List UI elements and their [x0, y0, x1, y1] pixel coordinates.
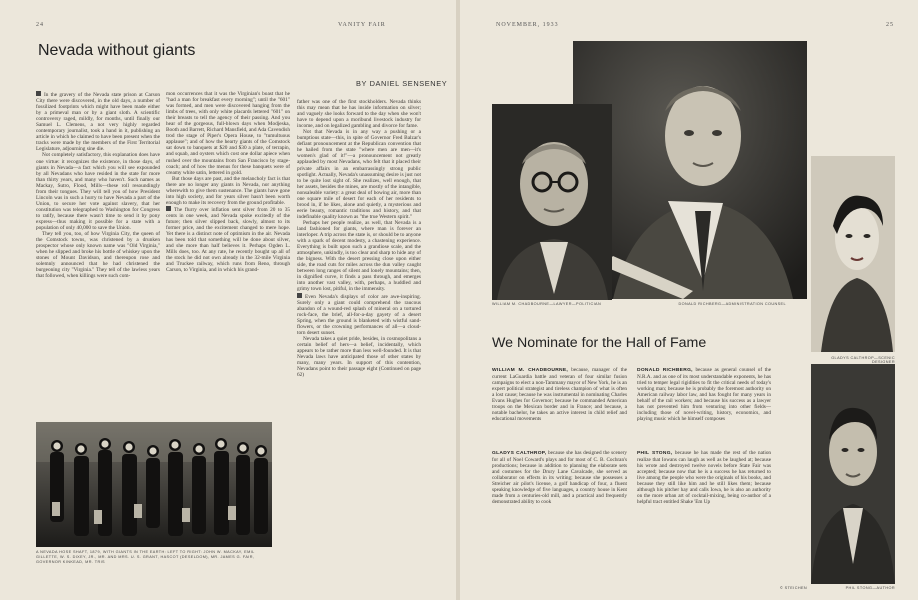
paragraph: Perhaps her people realize, as well, that Nevada is a land fashioned for giants, where man is forever an interloper. A trip across the state is, or should be to anyone with a spark of decent modesty, a chastening experience. Everything is built upon such a grandiose scale, and the atmosphere, unkindly, is too clear and sharp to hide any of the bigness. With the desert pressing close upon either side, the road cuts for miles across the dun valley caught between long ranges of silent and lonely mountains; then, in dignified curve, it finds a pass through, and emerges into another vast valley, with, perhaps, a huddled and grimy town lost, pitiful, in the immensity.: [297, 219, 421, 293]
paragraph-marker-icon: [166, 206, 171, 211]
paragraph: Not that Nevada is in any way a pushing or a bumptious state—this, in spite of Governor Fred Balzar's defiant pronouncement at the Republican convention that he hailed from the state "where men are men—it's women's glad of it!"—a pronouncement not greatly applauded by most Nevadans, who felt that it placed their private affairs in an embarrassingly strong public spotlight. Actually, Nevada's unassuming desire is just not to be quite lost sight of. She realizes, well enough, that her assets, besides the mines, are mostly of the intangible, nonsaleable variety: a great deal of bowing air, more than one square mile of desert for each of her residents to brood in, if he likes, alone and quietly, a mysterious and eerie beauty, romantic traditions and history, and that indefinable quality known as "the true Western spirit.": [297, 129, 421, 220]
article-column-1: [36, 91, 160, 419]
paragraph: Even Nevada's displays of color are awe-inspiring. Surely only a giant could comprehend the raucous abandon of a wound-red splash of mineral on a tortured rock-face, the brief, all-for-a-day gayety of a desert Spring, when the ground is blanketed with wistful sand-flowers, or the crowning performances of all—a cloud-torn desert sunset.: [297, 293, 421, 336]
bio-stong: [637, 450, 771, 582]
photo-credit: © STEICHEN: [780, 586, 808, 590]
paragraph-marker-icon: [297, 293, 302, 298]
bio-calthrop: [492, 450, 627, 582]
paragraph: father was one of the first stockholders. Nevada thinks this may mean that he has inside information on silver; and vaguely she looks forward to the day when she won't have to depend upon a moribund livestock industry for income, and on legalized gambling and divorce for fame.: [297, 99, 421, 130]
bio-name: PHIL STONG,: [637, 451, 673, 456]
group-photo-caption: A NEVADA HOSE SHAFT, 1879, WITH GIANTS IN THE EARTH: LEFT TO RIGHT: JOHN W. MACKAY, EMIL GILLETTE, W. S. DIXEY, JR., MR. AND MRS. U. S. GRANT, HASCOT (DESELDOM), MR. JAMES G. FAIR, GOVERNOR KINKEAD, MR. TRIS: [36, 550, 255, 564]
group-photo: [36, 422, 272, 547]
paragraph-marker-icon: [36, 91, 41, 96]
issue-date: NOVEMBER, 1933: [496, 22, 559, 28]
article-byline: BY DANIEL SENSENEY: [356, 79, 448, 88]
paragraph: In the gravery of the Nevada state prison at Carson City there were discovered, in the old days, a number of fossilized footprints which might have been made either by a primeval man or by a giant sloth. A scientific controversy raged, mildly, for months, until finally our Samuel L. Clemens, a not very highly regarded contemporary journalist, took a hand in it, publishing an article in which he claimed to have been present when the tracks were made by the members of the First Territorial Legislature, adjourning sine die.: [36, 92, 160, 153]
paragraph: But those days are past, and the melancholy fact is that there are no longer any giants in Nevada, nor anything wherewith to give them sustenance. The giants have gone into high society, and for years silver hasn't been worth enough to make its recovery from the ground profitable.: [166, 175, 290, 206]
bio-name: GLADYS CALTHROP,: [492, 451, 547, 456]
calthrop-portrait: [811, 156, 895, 352]
article-column-3: [297, 99, 421, 595]
article-title: Nevada without giants: [38, 42, 196, 59]
paragraph: mon occurrences that it was the Virginian's boast that he "had a man for breakfast every morning"; until the "601" was formed, and men were discovered hanging from the limbs of trees, with only white placards lettered "601" on their breasts to tell the agency of their passing. And you hear of the gorgeous, full-blown days when Modjeska, Booth and Barrett, Richard Mansfield, and Ada Cavendish trod the stage of Piper's Opera House, to "tumultuous applause"; and of how the hearty giants of the Comstock sat down to banquets at $20 and $30 a plate, of terrapin, and squab, and oysters which cost one dollar apiece when rushed over the mountains from San Francisco by stage-coach; and of how the menus for these banquets were of creamy white satin, lettered in gold.: [166, 91, 290, 176]
bio-chadbourne: [492, 367, 627, 447]
bio-name: WILLIAM M. CHADBOURNE,: [492, 368, 569, 373]
chadbourne-portrait: [492, 104, 612, 300]
chadbourne-caption: WILLIAM M. CHADBOURNE—LAWYER—POLITICIAN: [492, 302, 602, 306]
bio-richberg: [637, 367, 771, 447]
stong-photo: [811, 364, 895, 584]
chadbourne-photo: [492, 104, 612, 300]
left-page: [0, 0, 456, 600]
stong-caption: PHIL STONG—AUTHOR: [845, 586, 895, 590]
bio-name: DONALD RICHBERG,: [637, 368, 693, 373]
paragraph: Nevada takes a quiet pride, besides, in cosmopolitans a certain belief of hers—a belief, incidentally, which appears to be rather more than less well-founded. It is that Nevada laws have anticipated those of other states by many, many years. In support of this contention, Nevadans point to their passage eight (Continued on page 62): [297, 335, 421, 379]
section-title: We Nominate for the Hall of Fame: [492, 335, 707, 351]
page-number-left: 24: [36, 22, 44, 28]
group-photo-figures: [36, 422, 272, 547]
calthrop-photo: [811, 156, 895, 352]
article-column-2: [166, 91, 290, 403]
bio-text: because as general counsel of the N.R.A. and as one of its most understandable exponents, he has tried to temper legal rigidities to fit the critical needs of today's working man; because he is probably the foremost authority on American railway labor law, and has fought for many years in behalf of the rail workers; and because his success as a lawyer has not prevented him from venturing into other fields—including those of novel-writing, history, economics, and playing music which he himself composes: [637, 367, 771, 422]
calthrop-caption: GLADYS CALTHROP—SCENIC DESIGNER: [831, 356, 895, 364]
page-number-right: 25: [886, 22, 894, 28]
bio-text: because, manager of the current LaGuardia battle and veteran of four similar fusion campaigns to elect a non-Tammany mayor of New York, he is an expert political strategist and tireless champion of what is often a lost cause; because he was instrumental in nominating Charles Evans Hughes for Governor; because he commanded American troops on the Mexican border and in France; and because, a notable bachelor, he takes an active interest in child relief and educational movements: [492, 367, 627, 422]
bio-text: because she has designed the scenery for all of Noel Coward's plays and for most of C. B. Cochran's productions; because in addition to planning the elaborate sets and costumes for the Drury Lane Cavalcade, she served as collaborator on effects in its writing; because she possesses a Streicher air pilot's license, a golf handicap of four, a fluent speaking knowledge of five languages, a country house in Kent made from a centuries-old mill, and a practical and frequently demonstrated ability to cook: [492, 450, 627, 505]
stong-portrait: [811, 364, 895, 584]
bio-text: because he has made the rest of the nation realize that Iowans can laugh as well as be laughed at; because his wrote and destroyed twelve novels before State Fair was accepted; because now that he is a success he has returned to live among the people who were the originals of his books, and because they still like him and he still likes them; because although his pitcher hay and calls Iowa, he is also an authority on the more urban art of cocktail-mixing, being co-author of a helpful tract entitled Shake 'Em Up: [637, 450, 771, 505]
paragraph: The flurry over inflation sent silver from 20 to 35 cents in one week, and Nevada spoke excitedly of the future; then silver slipped back, slowly, almost to its former price, and the excitement changed to mere hope. Yet there is a distinct note of optimism in the air. Nevada has been told that something will be done about silver, and she more than half believes it. Perhaps Ogden L. Mills does, too. At any rate, he recently bought up all of the stock he did not own already in the 32-mile Virginia and Truckee railway, which runs from Reno, through Carson, to Virginia, and in which his grand-: [166, 206, 290, 274]
richberg-caption: DONALD RICHBERG—ADMINISTRATION COUNSEL: [678, 302, 786, 306]
paragraph: Not completely satisfactory, this explanation does have one virtue: it recognizes the existence, in those days, of giants in Nevada—a fact which you will see expounded by all Nevadans who have resided in the state for more than thirty years, and many who haven't. Such names as Mackay, Sutro, Flood, Mills—these roll resoundingly from their tongues. They will tell you of how President Lincoln was in such a hurry to have Nevada a part of the Union, to secure her vote against slavery, that her constitution was telegraphed to Washington for Congress to ratify, because there wasn't time to send it by pony express—thus making it possible for a state with a population of only 40,000 to save the Union.: [36, 152, 160, 232]
paragraph: They tell you, too, of how Virginia City, the queen of the Comstock towns, was christened by a drunken prospector whose only known name was "Old Virginia," when he slipped and broke his bottle of whiskey upon the stones of Mount Davidson, and thereupon rose and solemnly announced that he had christened the burgeoning city "Virginia." They tell of the lawless years that followed, when killings were such com-: [36, 231, 160, 280]
magazine-name-left: VANITY FAIR: [338, 22, 386, 28]
